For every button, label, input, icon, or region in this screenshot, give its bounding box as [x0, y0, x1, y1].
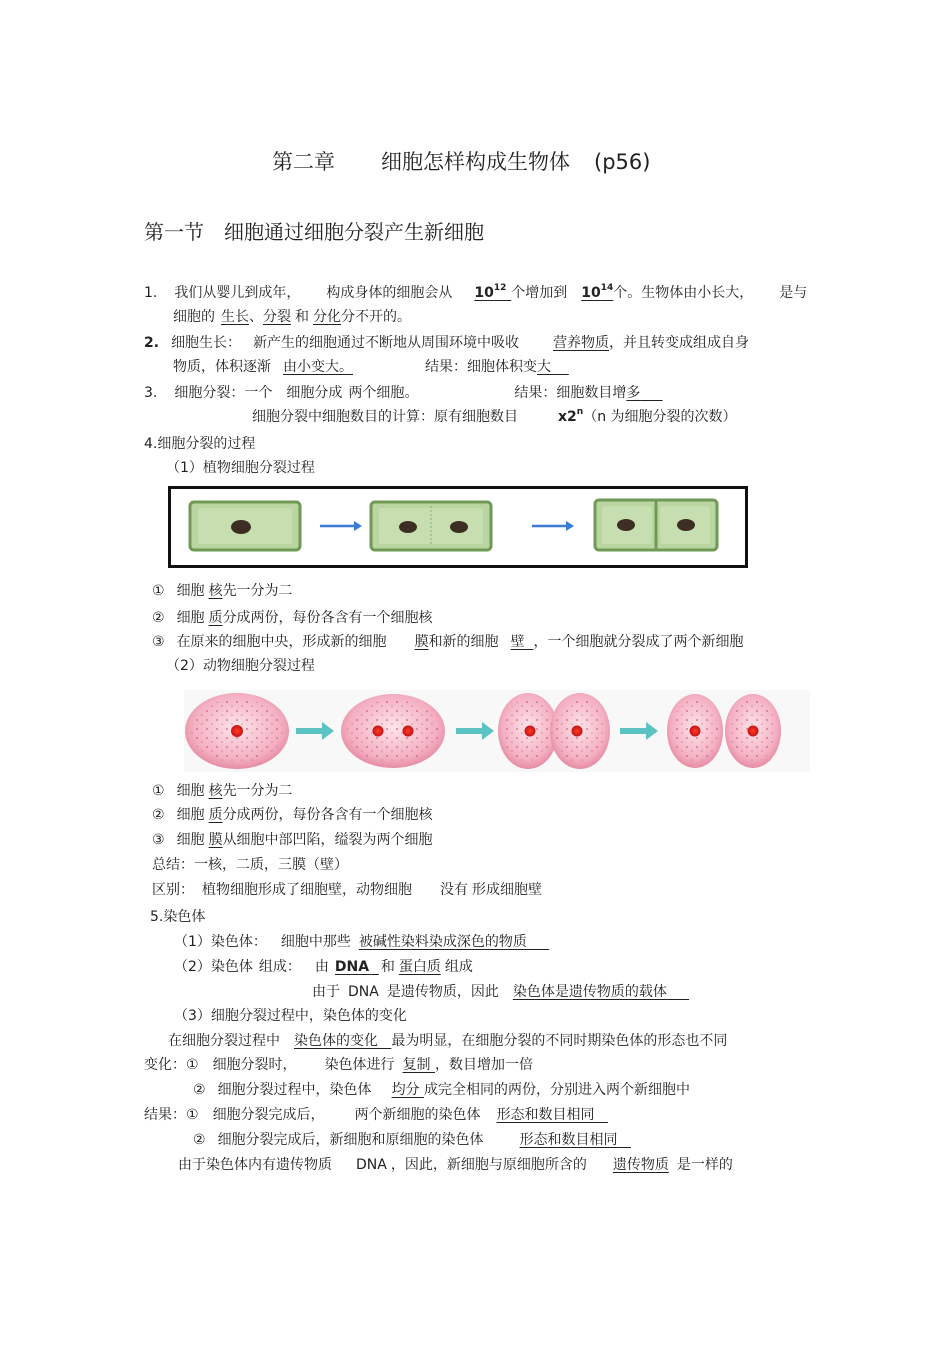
fill-membrane: 膜 — [208, 832, 223, 848]
fill-cytoplasm: 质 — [208, 807, 223, 823]
fill-nucleus: 核 — [208, 783, 223, 799]
animal-cell-division-figure — [184, 690, 810, 772]
section-title — [144, 218, 484, 246]
plant-cell-division-figure — [168, 486, 748, 568]
fill-nucleus: 核 — [208, 583, 223, 599]
animal-heading: （2）动物细胞分裂过程 — [166, 658, 315, 674]
fill-carrier: 染色体是遗传物质的载体 — [512, 984, 667, 1000]
final-line: 由于染色体内有遗传物质 DNA ，因此，新细胞与原细胞所含的 遗传物质 是一样的 — [178, 1157, 733, 1173]
fill-same-shape-number-2: 形态和数目相同 — [519, 1132, 618, 1148]
section-name: 细胞通过细胞分裂产生新细胞 — [224, 220, 484, 244]
chapter-label: 第二章 — [272, 150, 335, 174]
fill-membrane: 膜 — [414, 634, 429, 650]
fill-replicate: 复制 — [402, 1057, 431, 1073]
fill-same-shape-number: 形态和数目相同 — [496, 1107, 595, 1123]
fill-wall: 壁 — [510, 634, 525, 650]
animal-cell-2 — [341, 694, 445, 768]
chromosome-composition: （2）染色体 组成： 由 DNA 和 蛋白质 组成 — [174, 959, 473, 975]
animal-step-1: ① 细胞 核先一分为二 — [152, 783, 293, 799]
item2-line2: 物质，体积逐渐 由小变大。 结果：细胞体积变大 — [173, 358, 569, 376]
chromosome-change-heading: （3）细胞分裂过程中，染色体的变化 — [174, 1008, 407, 1024]
fill-division: 分裂 — [263, 309, 291, 325]
fill-genetic-material: 遗传物质 — [612, 1157, 669, 1173]
summary-line: 总结：一核，二质，三膜（壁） — [152, 857, 348, 873]
plant-heading: （1）植物细胞分裂过程 — [166, 460, 315, 476]
item4-heading: 4.细胞分裂的过程 — [144, 436, 256, 452]
chapter-name: 细胞怎样构成生物体 — [381, 150, 570, 174]
item3-line1: 3. 细胞分裂：一个 细胞分成 两个细胞。 结果：细胞数目增多 — [144, 384, 663, 402]
animal-step-3: ③ 细胞 膜从细胞中部凹陷，缢裂为两个细胞 — [152, 832, 433, 848]
difference-line: 区别： 植物细胞形成了细胞壁，动物细胞 没有 形成细胞壁 — [152, 882, 542, 898]
plant-cell-3 — [595, 500, 717, 550]
plant-step-3: ③ 在原来的细胞中央，形成新的细胞 膜和新的细胞 壁 ，一个细胞就分裂成了两个新细胞 — [152, 634, 744, 650]
chromosome-def: （1）染色体： 细胞中那些 被碱性染料染成深色的物质 — [174, 933, 549, 951]
plant-step-1: ① 细胞 核先一分为二 — [152, 583, 293, 599]
fill-more: 多 — [626, 385, 641, 401]
plant-cell-2 — [371, 502, 491, 550]
change-1: 变化：① 细胞分裂时， 染色体进行 复制 ，数目增加一倍 — [144, 1057, 534, 1073]
item1-line2: 细胞的 生长、分裂 和 分化分不开的。 — [173, 309, 411, 325]
chromosome-carrier: 由于 DNA 是遗传物质，因此 染色体是遗传物质的载体 — [312, 983, 689, 1001]
fill-cytoplasm: 质 — [208, 610, 223, 626]
fill-stained-substance: 被碱性染料染成深色的物质 — [358, 934, 527, 950]
fill-10-14: $10^{14}$ — [581, 283, 614, 301]
section-label: 第一节 — [144, 220, 204, 244]
fill-evenly-split: 均分 — [391, 1082, 420, 1098]
fill-nutrients: 营养物质 — [553, 335, 610, 351]
fill-small-to-big: 由小变大。 — [283, 359, 353, 375]
item5-heading: 5.染色体 — [150, 909, 206, 925]
item2-line1: 2. 细胞生长： 新产生的细胞通过不断地从周围环境中吸收 营养物质，并且转变成组成自身 — [144, 335, 750, 351]
formula-x2n: x2$^n$ — [558, 407, 584, 425]
fill-protein: 蛋白质 — [398, 959, 441, 975]
chromosome-change-para: 在细胞分裂过程中 染色体的变化 最为明显，在细胞分裂的不同时期染色体的形态也不同 — [168, 1033, 728, 1049]
result-1: 结果：① 细胞分裂完成后， 两个新细胞的染色体 形态和数目相同 — [144, 1106, 608, 1124]
result-2: ② 细胞分裂完成后，新细胞和原细胞的染色体 形态和数目相同 — [193, 1131, 631, 1149]
item1-line1: 1. 我们从婴儿到成年， 构成身体的细胞会从 $10^{12}$ 个增加到 $10^{14}$个。生物体由小长大， 是与 — [144, 283, 808, 301]
animal-cell-1 — [185, 693, 289, 769]
chapter-page: (p56) — [594, 150, 651, 174]
change-2: ② 细胞分裂过程中，染色体 均分 成完全相同的两份，分别进入两个新细胞中 — [193, 1082, 691, 1098]
fill-differentiation: 分化 — [313, 309, 341, 325]
fill-10-12: $10^{12}$ — [474, 283, 507, 301]
fill-chromosome-change: 染色体的变化 — [294, 1033, 378, 1049]
fill-dna: DNA — [334, 959, 370, 975]
item3-line2: 细胞分裂中细胞数目的计算：原有细胞数目 x2$^n$（n 为细胞分裂的次数） — [252, 407, 737, 425]
chapter-title — [272, 148, 650, 176]
animal-step-2: ② 细胞 质分成两份，每份各含有一个细胞核 — [152, 807, 433, 823]
plant-cell-1 — [190, 502, 300, 550]
fill-big: 大 — [537, 359, 551, 375]
fill-growth: 生长 — [221, 309, 249, 325]
plant-step-2: ② 细胞 质分成两份，每份各含有一个细胞核 — [152, 610, 433, 626]
